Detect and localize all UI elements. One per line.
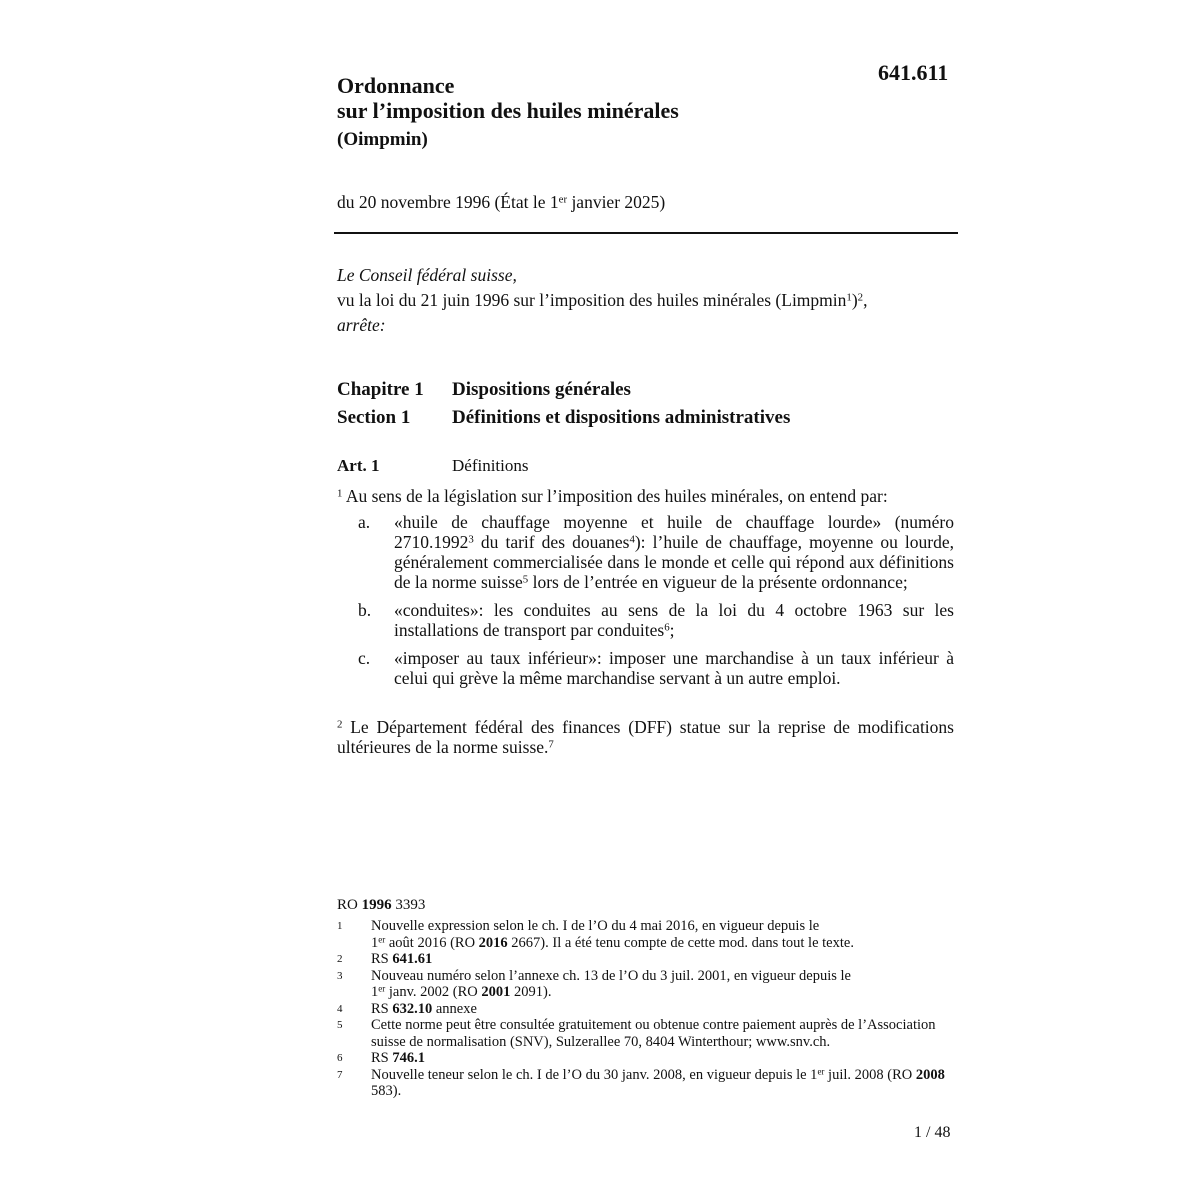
ordinance-date: du 20 novembre 1996 (État le 1er janvier 2025) <box>337 192 666 212</box>
preamble-authority: Le Conseil fédéral suisse, <box>337 265 517 285</box>
chapter-label: Chapitre 1 <box>337 379 424 400</box>
preamble-basis: vu la loi du 21 juin 1996 sur l’imposition des huiles minérales (Limpmin$^1$)$^2$, <box>337 290 868 310</box>
article-heading <box>337 456 529 476</box>
article-number: Art. 1 <box>337 456 380 475</box>
page-number: 1 / 48 <box>914 1124 951 1141</box>
footnote-ref[interactable]: 2 <box>857 291 864 304</box>
title-line-1: Ordonnance <box>337 73 455 98</box>
footnote: 5 Cette norme peut être consultée gratuitement ou obtenue contre paiement auprès de l’Association suisse de normalisation (SNV), Sulzerallee 70, 8404 Winterthour; www.snv.ch. <box>337 1017 936 1050</box>
chapter-title: Dispositions générales <box>452 379 631 400</box>
ordinance-title <box>337 73 679 151</box>
title-abbreviation: (Oimpmin) <box>337 129 428 150</box>
footnote: 1 Nouvelle expression selon le ch. I de l’O du 4 mai 2016, en vigueur depuis le 1er août 2016 (RO 2016 2667). Il a été tenu compte de cette mod. dans tout le texte. <box>337 918 854 951</box>
section-title: Définitions et dispositions administratives <box>452 407 791 428</box>
footnote: 6 RS 746.1 <box>337 1050 425 1066</box>
footnote-ref[interactable]: 4 <box>629 533 635 546</box>
section-heading <box>337 407 790 429</box>
footnote-ref[interactable]: 3 <box>468 533 474 546</box>
footnote-ref[interactable]: 6 <box>664 621 670 634</box>
preamble <box>337 263 867 338</box>
ro-reference: RO 1996 3393 <box>337 897 426 913</box>
footnote: 2 RS 641.61 <box>337 951 433 967</box>
footnote: 3 Nouveau numéro selon l’annexe ch. 13 de l’O du 3 juil. 2001, en vigueur depuis le 1er janv. 2002 (RO 2001 2091). <box>337 967 851 1000</box>
definition-list <box>337 512 954 696</box>
title-line-2: sur l’imposition des huiles minérales <box>337 98 679 123</box>
article-paragraph-1: $^1$ Au sens de la législation sur l’imposition des huiles minérales, on entend par: <box>337 486 888 506</box>
sr-number: 641.611 <box>878 60 949 85</box>
list-item: a. «huile de chauffage moyenne et huile de chauffage lourde» (numéro 2710.1992$^3$ du tarif des douanes$^4$): l’huile de chauffage, moyenne ou lourde, généralement commercialisée dans le monde et celle qui répond aux définitions de la norme suisse$^5$ lors de l’entrée en vigueur de la présente ordonnance; <box>358 512 954 592</box>
footnote-ref[interactable]: 5 <box>522 573 529 586</box>
footnote: 7 Nouvelle teneur selon le ch. I de l’O du 30 janv. 2008, en vigueur depuis le 1er juil. 2008 (RO 2008 583). <box>337 1066 945 1099</box>
footnote: 4 RS 632.10 annexe <box>337 1000 477 1017</box>
preamble-decree: arrête: <box>337 315 386 335</box>
article-paragraph-2: $^2$ Le Département fédéral des finances (DFF) statue sur la reprise de modifications ultérieures de la norme suisse.$^7$ <box>337 717 954 757</box>
footnote-ref[interactable]: 7 <box>548 738 554 751</box>
list-item: c. «imposer au taux inférieur»: imposer une marchandise à un taux inférieur à celui qui grève la même marchandise servant à un autre emploi. <box>358 648 954 688</box>
section-label: Section 1 <box>337 407 411 428</box>
title-divider <box>334 232 958 234</box>
chapter-heading <box>337 379 631 401</box>
footnote-ref[interactable]: 1 <box>846 291 852 304</box>
footnotes <box>337 918 957 1100</box>
list-item: b. «conduites»: les conduites au sens de la loi du 4 octobre 1963 sur les installations de transport par conduites$^6$; <box>358 600 954 640</box>
article-title: Définitions <box>452 456 529 475</box>
